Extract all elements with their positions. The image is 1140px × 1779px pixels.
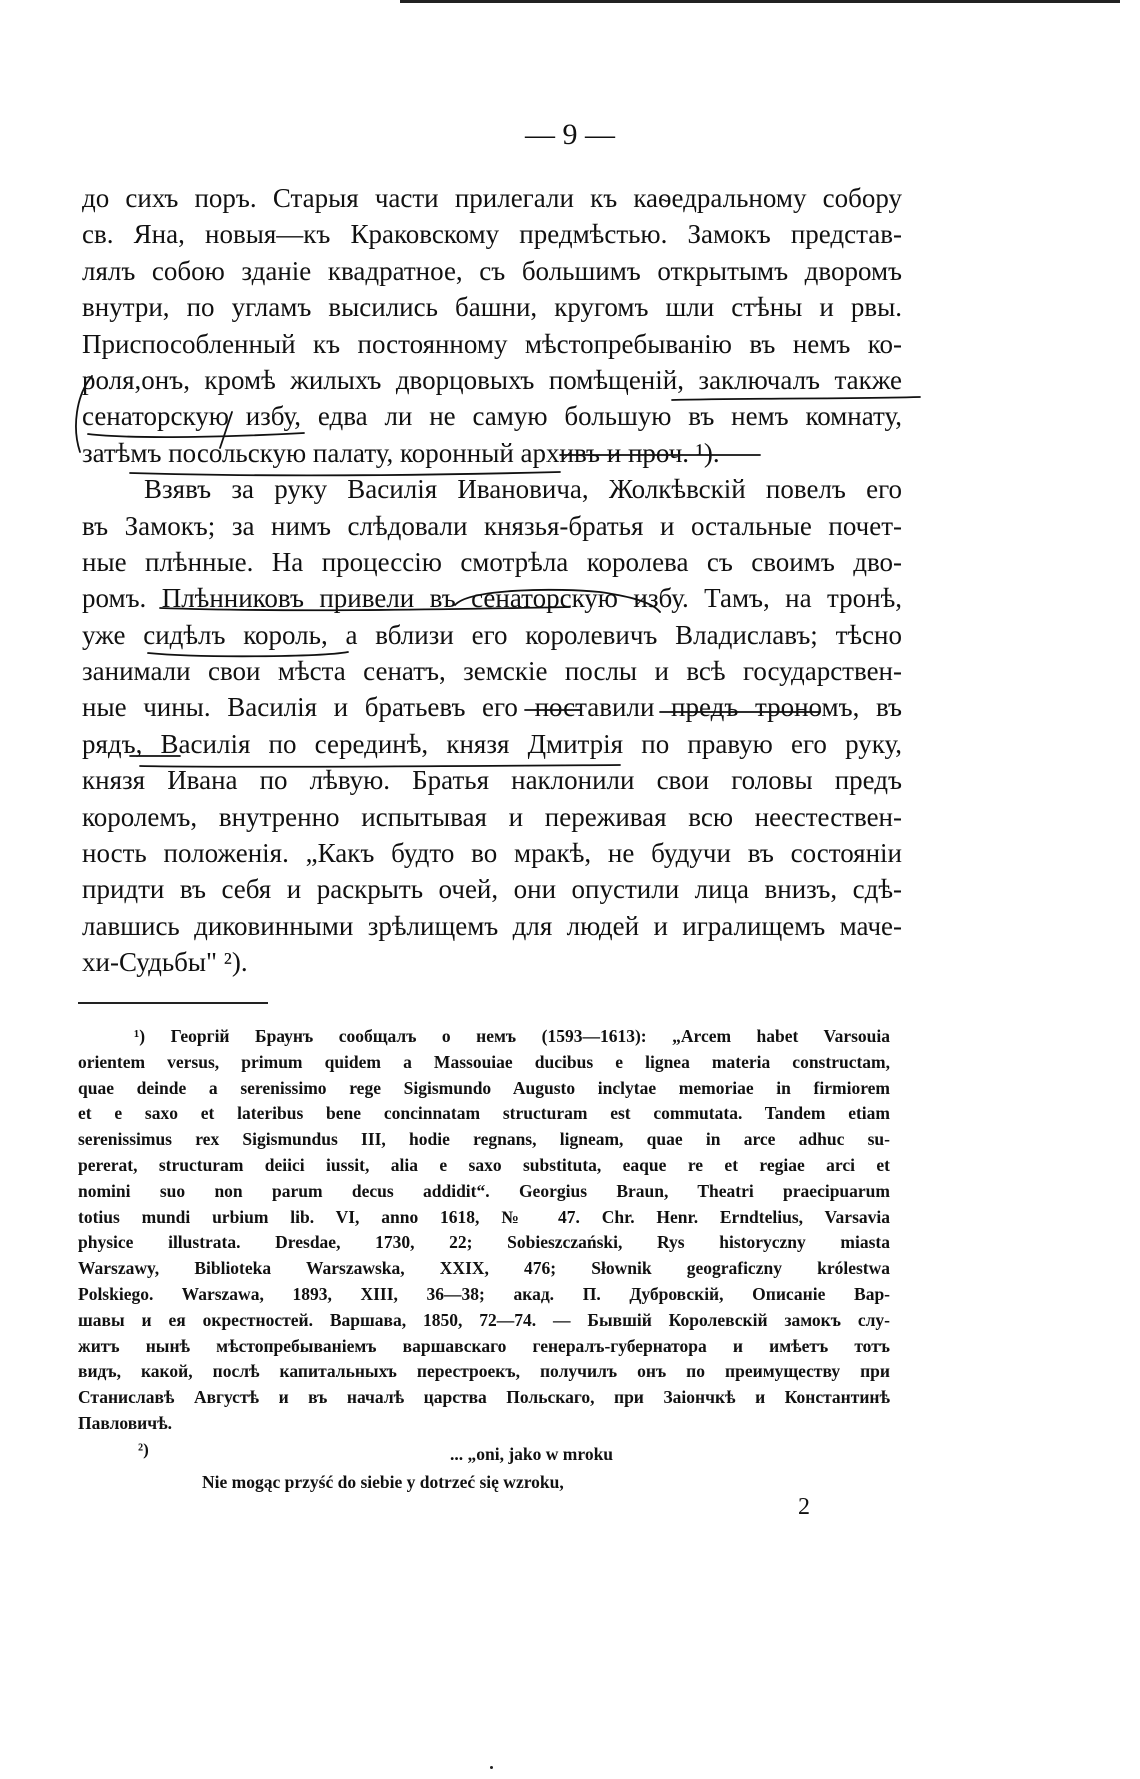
footnote-line: житъ нынѣ мѣстопребываніемъ варшавскаго генералъ-губернатора и имѣетъ тотъ	[78, 1335, 890, 1356]
footnote-2-verse	[130, 1440, 770, 1496]
text-line: въ Замокъ; за нимъ слѣдовали князья-братья и остальные почет-	[82, 510, 902, 541]
footnote-line: шавы и ея окрестностей. Варшава, 1850, 72—74. — Бывшій Королевскій замокъ слу-	[78, 1309, 890, 1330]
text-line: ромъ. Плѣнниковъ привели въ сенаторскую избу. Тамъ, на тронѣ,	[82, 583, 902, 614]
text-line: сенаторскую избу, едва ли не самую большую въ немъ комнату,	[82, 401, 902, 432]
text-line: ные плѣнные. На процессію смотрѣла королева съ своимъ дво-	[82, 546, 902, 577]
text-line: ность положенія. „Какъ будто во мракѣ, не будучи въ состояніи	[82, 838, 902, 869]
text-line: Приспособленный къ постоянному мѣстопребыванію въ немъ ко-	[82, 328, 902, 359]
footnote-line: totius mundi urbium lib. VI, anno 1618, № 47. Chr. Henr. Erndtelius, Varsavia	[78, 1206, 890, 1227]
footnote-line: Polskiego. Warszawa, 1893, XIII, 36—38; акад. П. Дубровскій, Описаніе Вар-	[78, 1283, 890, 1304]
footnote-2-mark: ²)	[138, 1440, 149, 1459]
footnote-1	[78, 1024, 890, 1437]
text-line: св. Яна, новыя—къ Краковскому предмѣстью. Замокъ представ-	[82, 219, 902, 250]
footnote-line: ¹) Георгій Браунъ сообщалъ о немъ (1593—1613): „Arcem habet Varsouia	[134, 1026, 890, 1046]
text-line: до сихъ поръ. Старыя части прилегали къ каѳедральному собору	[82, 183, 902, 213]
text-line: роля,онъ, кромѣ жилыхъ дворцовыхъ помѣщеній, заключалъ также	[82, 364, 902, 395]
footnote-line: pererat, structuram deiici iussit, alia e saxo substituta, eaque re et regiae arci et	[78, 1154, 890, 1175]
footnote-line: orientem versus, primum quidem a Massouiae ducibus e lignea materia constructam,	[78, 1051, 890, 1072]
footnote-line: quae deinde a serenissimo rege Sigismundo Augusto inclytae memoriae in firmiorem	[78, 1077, 890, 1098]
verse-line: ... „oni, jako w mroku	[450, 1444, 614, 1464]
footnote-line: видъ, какой, послѣ капитальныхъ перестроекъ, получилъ онъ по преимуществу при	[78, 1361, 890, 1382]
main-text	[82, 180, 902, 981]
footnote-line: serenissimus rex Sigismundus III, hodie regnans, ligneam, quae in arce adhuc su-	[78, 1129, 890, 1150]
footnote-line: nomini suo non parum decus addidit“. Georgius Braun, Theatri praecipuarum	[78, 1180, 890, 1201]
speck-mark	[490, 1766, 493, 1769]
top-edge-rule	[400, 0, 1120, 3]
verse-line: Nie mogąc przyść do siebie y dotrzeć się wzroku,	[202, 1472, 564, 1492]
text-line: занимали свои мѣста сенатъ, земскіе послы и всѣ государствен-	[82, 656, 902, 687]
printer-signature: 2	[798, 1494, 810, 1520]
footnote-separator	[78, 1002, 268, 1004]
text-line: придти въ себя и раскрыть очей, они опустили лица внизъ, сдѣ-	[82, 874, 902, 905]
text-line: уже сидѣлъ король, а вблизи его королевичъ Владиславъ; тѣсно	[82, 619, 902, 650]
text-line: князя Ивана по лѣвую. Братья наклонили свои головы предъ	[82, 765, 902, 796]
text-line: внутри, по угламъ высились башни, кругомъ шли стѣны и рвы.	[82, 292, 902, 323]
footnote-line: Павловичѣ.	[78, 1412, 172, 1433]
text-line: затѣмъ посольскую палату, коронный архивъ и проч. ¹).	[82, 437, 720, 468]
page-number: — 9 —	[525, 118, 615, 151]
text-line: рядъ, Василія по серединѣ, князя Дмитрія по правую его руку,	[82, 728, 902, 759]
footnote-line: physice illustrata. Dresdae, 1730, 22; Sobieszczański, Rys historyczny miasta	[78, 1232, 890, 1253]
text-line: хи-Судьбы" ²).	[82, 947, 248, 978]
footnote-line: Warszawy, Biblioteka Warszawska, XXIX, 476; Słownik geograficzny królestwa	[78, 1258, 890, 1279]
footnote-line: et e saxo et lateribus bene concinnatam structuram est commutata. Tandem etiam	[78, 1103, 890, 1124]
text-line: лавшись диковинными зрѣлищемъ для людей и игралищемъ маче-	[82, 910, 902, 941]
text-line: лялъ собою зданіе квадратное, съ большимъ открытымъ дворомъ	[82, 255, 902, 286]
footnote-line: Станиславѣ Августѣ и въ началѣ царства Польскаго, при Заіончкѣ и Константинѣ	[78, 1387, 890, 1408]
text-line: ные чины. Василія и братьевъ его поставили предъ трономъ, въ	[82, 692, 902, 723]
text-line: Взявъ за руку Василія Ивановича, Жолкѣвскій повелъ его	[144, 474, 902, 505]
text-line: королемъ, внутренно испытывая и переживая всю неестествен-	[82, 801, 902, 832]
